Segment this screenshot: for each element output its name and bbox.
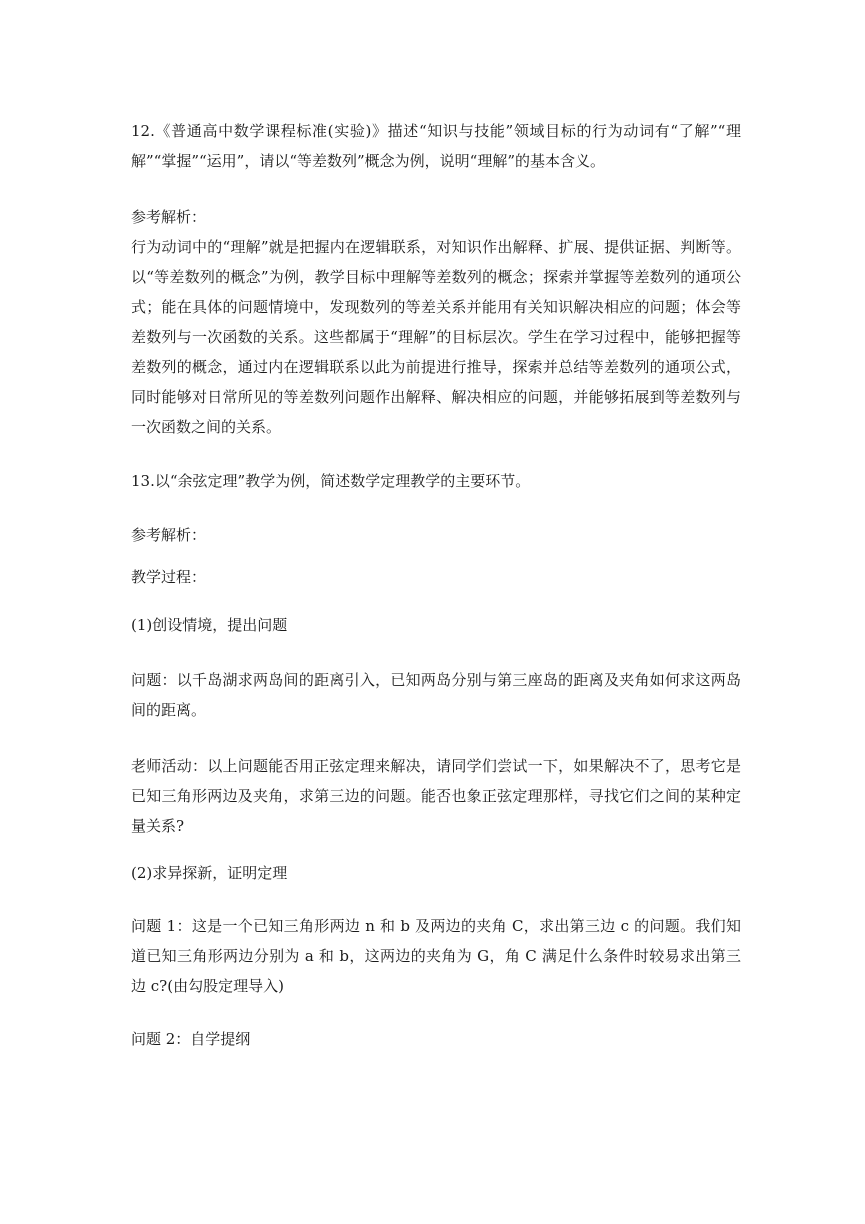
answer-12-paragraph: 行为动词中的“理解”就是把握内在逻辑联系，对知识作出解释、扩展、提供证据、判断等。以“等差数列的概念”为例，教学目标中理解等差数列的概念；探索并掌握等差数列的通项公式；能在具体的问题情境中，发现数列的等差关系并能用有关知识解决相应的问题；体会等差数列与一次函数的关系。这些都属于“理解”的目标层次。学生在学习过程中，能够把握等差数列的概念，通过内在逻辑联系以此为前提进行推导，探索并总结等差数列的通项公式，同时能够对日常所见的等差数列问题作出解释、解决相应的问题，并能够拓展到等差数列与一次函数之间的关系。 [131,238,741,436]
question-13: 13.以“余弦定理”教学为例，简述数学定理教学的主要环节。 [131,472,531,490]
teaching-process-heading: 教学过程： [131,568,207,586]
question-12: 12.《普通高中数学课程标准(实验)》描述“知识与技能”领域目标的行为动词有“了解”“理解”“掌握”“运用”，请以“等差数列”概念为例，说明“理解”的基本含义。 [131,122,741,170]
problem-paragraph: 问题：以千岛湖求两岛间的距离引入，已知两岛分别与第三座岛的距离及夹角如何求这两岛间的距离。 [131,671,741,719]
problem-1-paragraph: 问题 1：这是一个已知三角形两边 n 和 b 及两边的夹角 C，求出第三边 c 的问题。我们知道已知三角形两边分别为 a 和 b，这两边的夹角为 G，角 C 满足什么条件时较易求出第三边 c?(由勾股定理导入) [131,917,741,995]
reference-answer-heading: 参考解析： [131,208,207,226]
step-1-heading: (1)创设情境，提出问题 [131,616,288,634]
reference-answer-heading: 参考解析： [131,526,207,544]
step-2-heading: (2)求异探新，证明定理 [131,864,288,882]
teacher-activity-paragraph: 老师活动：以上问题能否用正弦定理来解决，请同学们尝试一下，如果解决不了，思考它是已知三角形两边及夹角，求第三边的问题。能否也象正弦定理那样，寻找它们之间的某种定量关系? [131,757,741,835]
problem-2-paragraph: 问题 2：自学提纲 [131,1030,251,1048]
